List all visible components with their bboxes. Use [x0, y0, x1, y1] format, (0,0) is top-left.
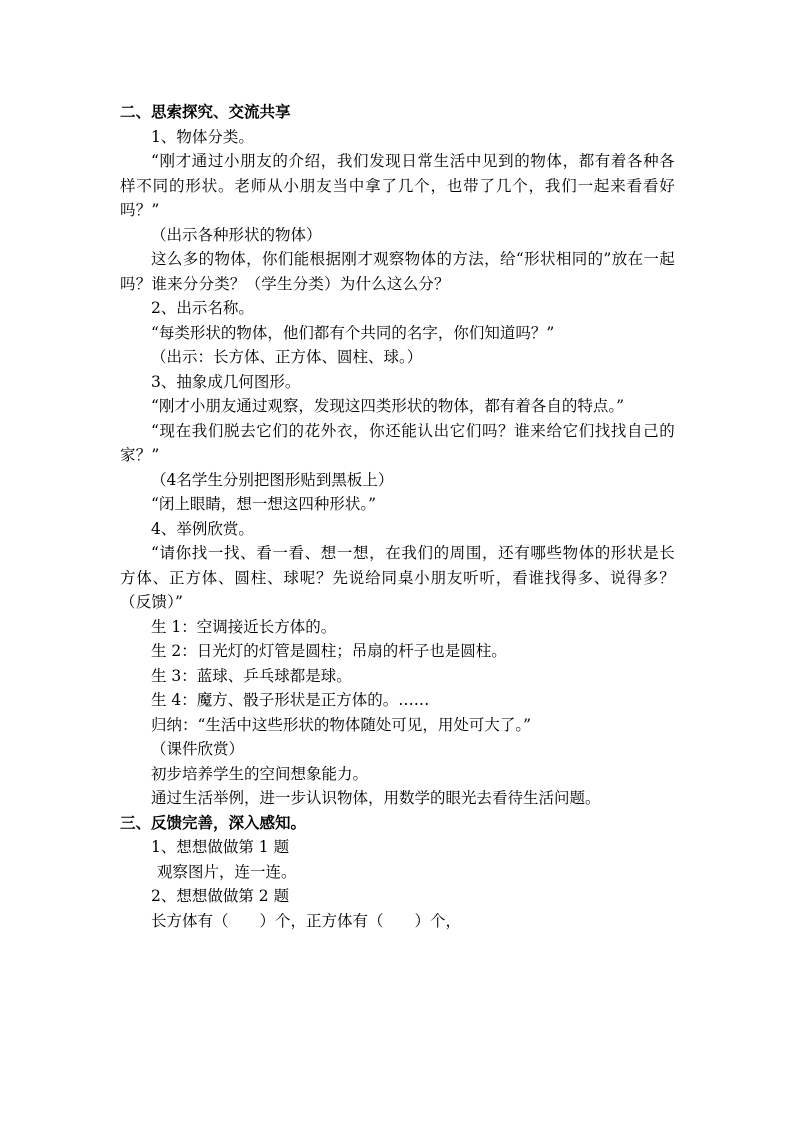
- item-title-names: 2、出示名称。: [151, 299, 254, 317]
- exercise-title-2: 2、想想做做第 2 题: [151, 887, 290, 905]
- paragraph-classify-question: 这么多的物体，你们能根据刚才观察物体的方法，给“形状相同的”放在一起吗？谁来分分类？（学生分类）为什么这么分？: [120, 250, 675, 293]
- student-answer-2: 生 2：日光灯的灯管是圆柱；吊扇的杆子也是圆柱。: [151, 642, 507, 660]
- student-answer-4: 生 4：魔方、骰子形状是正方体的。……: [151, 691, 430, 709]
- paragraph-courseware: （课件欣赏）: [151, 740, 245, 758]
- section-heading-3: 三、反馈完善，深入感知。: [120, 812, 307, 832]
- paragraph-blackboard: （4名学生分别把图形贴到黑板上）: [151, 470, 394, 489]
- exercise-body-2: 长方体有（ ）个，正方体有（ ）个，: [151, 911, 462, 930]
- paragraph-close-eyes: “闭上眼睛，想一想这四种形状。”: [151, 495, 377, 513]
- document-page: [120, 100, 675, 933]
- section-heading-2: 二、思索探究、交流共享: [120, 102, 291, 121]
- student-answer-3: 生 3：蓝球、乒乓球都是球。: [151, 666, 352, 685]
- student-answer-1: 生 1：空调接近长方体的。: [151, 617, 337, 636]
- paragraph-show-objects: （出示各种形状的物体）: [151, 225, 322, 244]
- exercise-body-1: 观察图片，连一连。: [157, 862, 297, 881]
- paragraph-observe-quote: “刚才小朋友通过观察，发现这四类形状的物体，都有着各自的特点。”: [151, 397, 625, 415]
- paragraph-names-quote: “每类形状的物体，他们都有个共同的名字，你们知道吗？”: [151, 323, 555, 342]
- paragraph-home-quote: “现在我们脱去它们的花外衣，你还能认出它们吗？谁来给它们找找自己的家？”: [120, 421, 675, 464]
- paragraph-summary: 归纳：“生活中这些形状的物体随处可见，用处可大了。”: [151, 715, 532, 734]
- item-title-abstract: 3、抽象成几何图形。: [151, 372, 301, 391]
- exercise-title-1: 1、想想做做第 1 题: [151, 838, 290, 856]
- item-title-examples: 4、举例欣赏。: [151, 519, 254, 538]
- paragraph-names-list: （出示：长方体、正方体、圆柱、球。）: [151, 348, 423, 366]
- item-title-classify: 1、物体分类。: [151, 127, 254, 146]
- paragraph-life-examples: 通过生活举例，进一步认识物体，用数学的眼光去看待生活问题。: [151, 789, 601, 807]
- paragraph-intro-quote: “刚才通过小朋友的介绍，我们发现日常生活中见到的物体，都有着各种各样不同的形状。老师从小朋友当中拿了几个，也带了几个，我们一起来看看好吗？”: [120, 152, 675, 219]
- paragraph-space-ability: 初步培养学生的空间想象能力。: [151, 764, 369, 783]
- paragraph-find-quote: “请你找一找、看一看、想一想，在我们的周围，还有哪些物体的形状是长方体、正方体、圆柱、球呢？先说给同桌小朋友听听，看谁找得多、说得多？（反馈）”: [120, 544, 675, 611]
